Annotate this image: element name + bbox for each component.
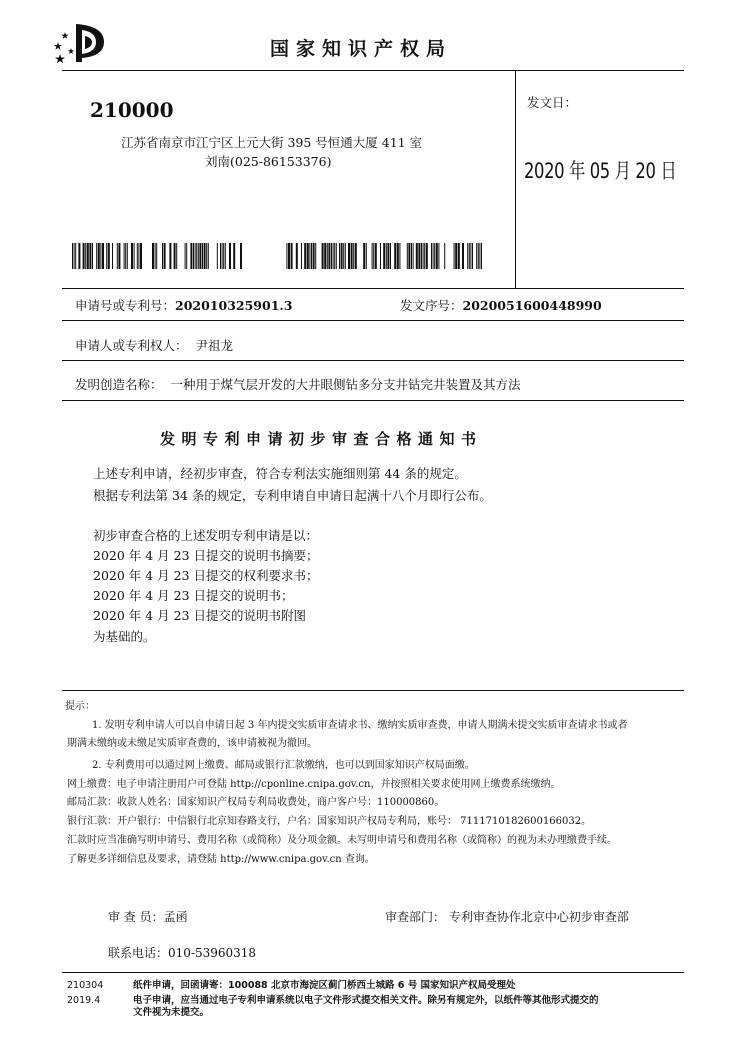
- examination-department: 审查部门： 专利审查协作北京中心初步审查部: [385, 910, 629, 924]
- tips-divider: [62, 690, 684, 691]
- footer-electronic-notice: 电子申请，应当通过电子专利申请系统以电子文件形式提交相关文件。除另有规定外，以纸件等其他形式提交的: [133, 995, 599, 1006]
- issue-date-value: 2020 年 05 月 20 日: [524, 159, 677, 183]
- tip-bank-remittance: 银行汇款：开户银行：中信银行北京知春路支行，户名：国家知识产权局专利局，账号： 7111710182600166032。: [67, 816, 592, 827]
- issue-date-label: 发文日：: [527, 95, 578, 110]
- divider: [62, 400, 684, 401]
- form-code: 210304: [67, 980, 104, 991]
- cnipa-logo-icon: [52, 18, 110, 66]
- applicant-row: [75, 336, 233, 354]
- basis-item: 2020 年 4 月 23 日提交的权利要求书；: [93, 568, 319, 583]
- tip-item-1: 1. 发明专利申请人可以自申请日起 3 年内提交实质审查请求书、缴纳实质审查费，申请人期满未提交实质审查请求书或者: [92, 720, 628, 731]
- tip-more-info: 了解更多详细信息及要求，请登陆 http://www.cnipa.gov.cn 查询。: [67, 854, 375, 865]
- examiner: 审 查 员：孟函: [108, 910, 188, 924]
- applicant-label: 申请人或专利权人：: [75, 338, 188, 353]
- recipient-address: 江苏省南京市江宁区上元大街 395 号恒通大厦 411 室: [121, 135, 423, 150]
- serial-number-label: 发文序号：: [400, 298, 463, 313]
- basis-item: 2020 年 4 月 23 日提交的说明书摘要；: [93, 548, 319, 563]
- tip-item-2: 2. 专利费用可以通过网上缴费、邮局或银行汇款缴纳，也可以到国家知识产权局面缴。: [92, 760, 475, 771]
- tip-online-payment: 网上缴费：电子申请注册用户可登陆 http://cponline.cnipa.gov.cn，并按照相关要求使用网上缴费系统缴纳。: [67, 779, 561, 790]
- application-number-label: 申请号或专利号：: [75, 298, 176, 313]
- footer-paper-notice: 纸件申请，回函请寄：100088 北京市海淀区蓟门桥西土城路 6 号 国家知识产权局受理处: [133, 980, 516, 991]
- divider: [62, 360, 684, 361]
- basis-end: 为基础的。: [93, 629, 156, 644]
- basis-item: 2020 年 4 月 23 日提交的说明书；: [93, 588, 294, 603]
- tip-item-1-cont: 期满未缴纳或未缴足实质审查费的，该申请被视为撤回。: [67, 738, 317, 749]
- invention-title: 一种用于煤气层开发的大井眼侧钻多分支井钻完井装置及其方法: [170, 377, 521, 392]
- invention-row: [75, 375, 520, 393]
- invention-label: 发明创造名称：: [75, 377, 163, 392]
- contact-phone: 联系电话：010-53960318: [108, 946, 257, 960]
- header-divider: [62, 70, 684, 71]
- notice-paragraph-1: 上述专利申请，经初步审查，符合专利法实施细则第 44 条的规定。: [93, 466, 467, 481]
- divider: [62, 320, 684, 321]
- basis-intro: 初步审查合格的上述发明专利申请是以：: [93, 528, 319, 543]
- form-version: 2019.4: [67, 995, 101, 1006]
- divider: [62, 288, 684, 289]
- serial-number: 2020051600448990: [462, 298, 602, 313]
- footer-electronic-notice-cont: 文件视为未提交。: [133, 1007, 210, 1018]
- postcode: 210000: [90, 98, 174, 122]
- vertical-divider: [515, 70, 516, 288]
- barcode-icon: [72, 243, 482, 269]
- tip-remittance-note: 汇款时应当准确写明申请号、费用名称（或简称）及分项金额。未写明申请号和费用名称（或简称）的视为未办理缴费手续。: [67, 835, 617, 846]
- tip-postal-remittance: 邮局汇款：收款人姓名：国家知识产权局专利局收费处，商户客户号：110000860。: [67, 797, 445, 808]
- tips-label: 提示：: [65, 701, 95, 712]
- applicant-name: 尹祖龙: [195, 338, 233, 353]
- footer-divider: [62, 972, 684, 973]
- notice-title: 发明专利申请初步审查合格通知书: [160, 430, 483, 448]
- application-number: 202010325901.3: [175, 298, 293, 313]
- basis-item: 2020 年 4 月 23 日提交的说明书附图: [93, 608, 307, 623]
- application-number-row: [75, 296, 292, 314]
- office-title: 国家知识产权局: [270, 38, 453, 60]
- serial-number-row: [400, 296, 602, 314]
- recipient-contact: 刘南(025-86153376): [205, 154, 332, 169]
- notice-paragraph-2: 根据专利法第 34 条的规定，专利申请自申请日起满十八个月即行公布。: [93, 488, 492, 503]
